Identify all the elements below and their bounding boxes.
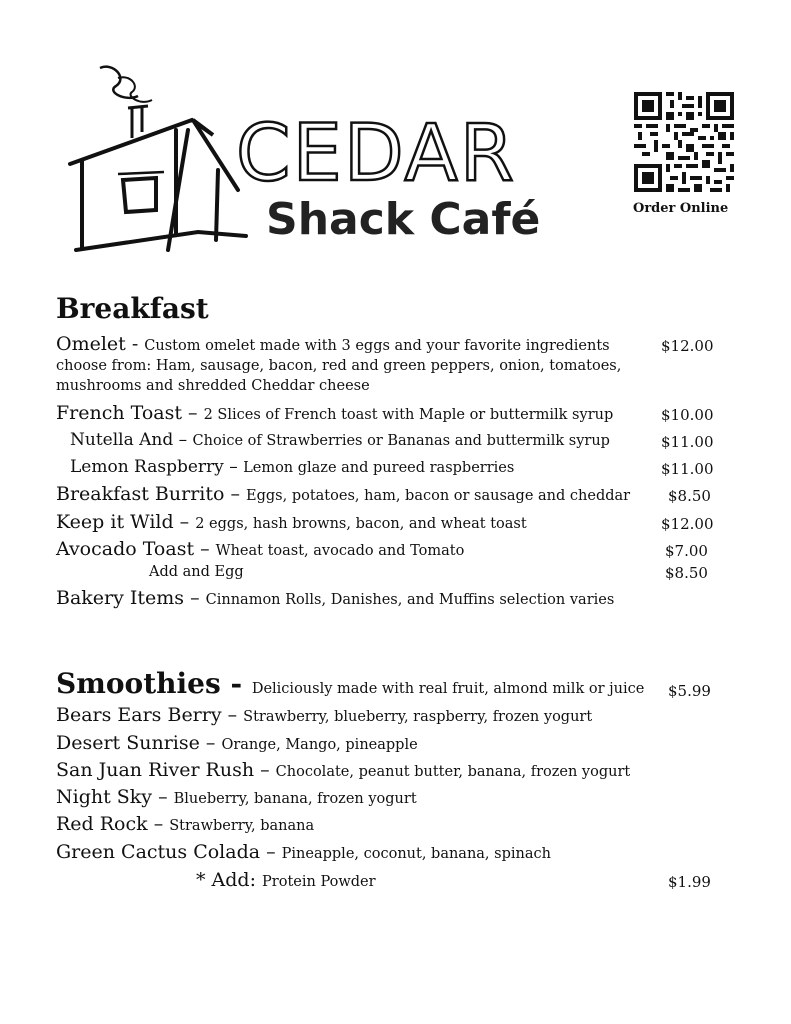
item-name: French Toast –: [56, 402, 204, 424]
cedar-shack-logo: [68, 60, 608, 265]
menu-item-avocado-toast: [56, 538, 464, 560]
item-name: Avocado Toast –: [56, 538, 216, 560]
item-desc: Orange, Mango, pineapple: [221, 737, 418, 753]
menu-addon-egg: Add and Egg: [149, 564, 244, 580]
item-desc: Eggs, potatoes, ham, bacon or sausage and cheddar: [246, 488, 631, 504]
menu-item-omelet: [56, 333, 610, 355]
item-desc-continued: mushrooms and shredded Cheddar cheese: [56, 378, 370, 394]
item-name: Lemon Raspberry –: [70, 457, 244, 477]
item-desc: 2 Slices of French toast with Maple or buttermilk syrup: [203, 407, 614, 423]
item-price: $11.00: [661, 433, 714, 451]
smoothies-intro: Deliciously made with real fruit, almond milk or juice: [251, 681, 645, 697]
item-name: Nutella And –: [70, 430, 193, 450]
smoothie-bears-ears-berry: [56, 704, 592, 726]
item-name: Desert Sunrise –: [56, 732, 222, 754]
item-price: $8.50: [665, 564, 708, 582]
item-price: $11.00: [661, 460, 714, 478]
qr-code-icon[interactable]: [634, 92, 734, 192]
item-name: Night Sky –: [56, 786, 174, 808]
item-name: Green Cactus Colada –: [56, 841, 282, 863]
smoothie-san-juan-river-rush: [56, 759, 630, 781]
item-desc: 2 eggs, hash browns, bacon, and wheat toast: [195, 516, 527, 532]
item-name: Breakfast Burrito –: [56, 483, 247, 505]
item-desc-continued: choose from: Ham, sausage, bacon, red and green peppers, onion, tomatoes,: [56, 358, 622, 374]
item-name: Bears Ears Berry –: [56, 704, 244, 726]
item-price: $12.00: [661, 515, 714, 533]
smoothies-heading: Smoothies -: [56, 667, 252, 700]
menu-item-lemon-raspberry: [70, 457, 514, 477]
smoothie-night-sky: [56, 786, 417, 808]
smoothie-addon-protein: [196, 869, 376, 891]
item-desc: Strawberry, blueberry, raspberry, frozen yogurt: [243, 709, 593, 725]
item-name: Keep it Wild –: [56, 511, 196, 533]
item-desc: Chocolate, peanut butter, banana, frozen yogurt: [275, 764, 631, 780]
menu-item-nutella: [70, 430, 610, 450]
item-desc: Lemon glaze and pureed raspberries: [243, 460, 515, 476]
order-online-label[interactable]: Order Online: [633, 201, 729, 216]
item-price: $8.50: [668, 487, 711, 505]
item-desc: Strawberry, banana: [169, 818, 315, 834]
item-name: Omelet -: [56, 333, 145, 355]
addon-desc: Protein Powder: [262, 874, 376, 890]
smoothies-header: [56, 667, 644, 700]
smoothie-green-cactus-colada: [56, 841, 551, 863]
item-name: Bakery Items –: [56, 587, 206, 609]
addon-label: * Add:: [196, 869, 263, 891]
item-desc: Cinnamon Rolls, Danishes, and Muffins selection varies: [205, 592, 615, 608]
item-desc: Blueberry, banana, frozen yogurt: [173, 791, 417, 807]
smoothie-red-rock: [56, 813, 314, 835]
item-desc: Wheat toast, avocado and Tomato: [215, 543, 465, 559]
logo-cedar-text: CEDAR: [236, 109, 516, 199]
item-price: $12.00: [661, 337, 714, 355]
menu-item-breakfast-burrito: [56, 483, 630, 505]
smoothie-desert-sunrise: [56, 732, 418, 754]
item-name: San Juan River Rush –: [56, 759, 276, 781]
menu-item-keep-it-wild: [56, 511, 527, 533]
item-name: Red Rock –: [56, 813, 170, 835]
addon-price: $1.99: [668, 873, 711, 891]
menu-item-bakery: [56, 587, 614, 609]
item-desc: Pineapple, coconut, banana, spinach: [281, 846, 551, 862]
item-desc: Choice of Strawberries or Bananas and buttermilk syrup: [192, 433, 610, 449]
item-price: $7.00: [665, 542, 708, 560]
logo-shack-cafe-text: Shack Café: [266, 194, 541, 245]
breakfast-heading: Breakfast: [56, 292, 209, 325]
smoothies-price: $5.99: [668, 682, 711, 700]
item-price: $10.00: [661, 406, 714, 424]
menu-item-french-toast: [56, 402, 613, 424]
item-desc: Custom omelet made with 3 eggs and your favorite ingredients: [144, 338, 610, 354]
